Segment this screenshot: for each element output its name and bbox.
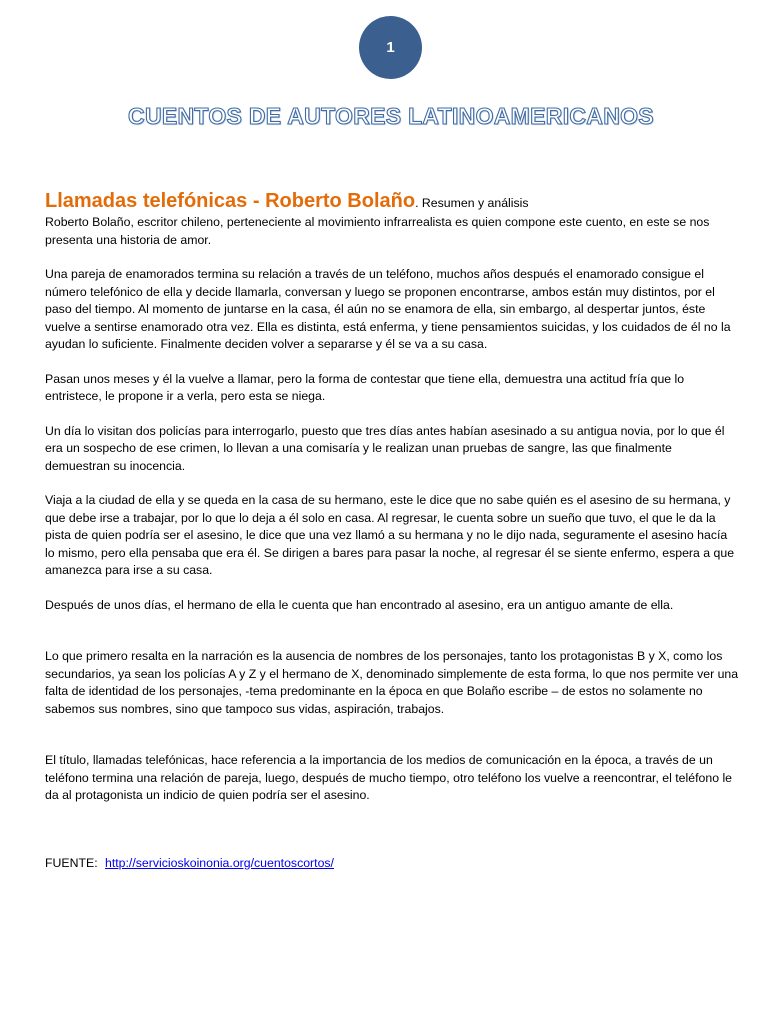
paragraph: Lo que primero resalta en la narración es la ausencia de nombres de los personajes, tanto los protagonistas B y X, como los secundarios, ya sean los policías A y Z y el hermano de X, denominado simplemente de esta forma, lo que nos permite ver una falta de identidad de los personajes, -tema predominante en la época en que Bolaño escribe – de estos no solamente no sabemos sus nombres, sino que tampoco sus vidas, aspiración, trabajos. [45,649,739,716]
page-title: CUENTOS DE AUTORES LATINOAMERICANOS [128,103,654,129]
story-title: Llamadas telefónicas - Roberto Bolaño [45,190,416,212]
paragraph: Un día lo visitan dos policías para interrogarlo, puesto que tres días antes habían asesinado a su antigua novia, por lo que él era un sospecho de ese crimen, lo llevan a una comisaría y le realizan unan pruebas de sangre, las que finalmente demuestran su inocencia. [45,423,725,473]
paragraph: Pasan unos meses y él la vuelve a llamar, pero la forma de contestar que tiene ella, demuestra una actitud fría que lo entristece, le propone ir a verla, pero esta se niega. [45,371,685,403]
paragraph: Una pareja de enamorados termina su relación a través de un teléfono, muchos años después el enamorado consigue el número telefónico de ella y decide llamarla, conversan y luego se proponen encontrarse, ambos están muy distintos, por el paso del tiempo. Al momento de juntarse en la casa, él aún no se enamora de ella, sin embargo, al despertar juntos, éste vuelve a sentirse enamorado otra vez. Ella es distinta, está enferma, y tiene pensamientos suicidas, y los cuidados de él no la ayudan lo suficiente. Finalmente deciden volver a separarse y él se va a su casa. [45,267,731,351]
paragraph: Después de unos días, el hermano de ella le cuenta que han encontrado al asesino, era un antiguo amante de ella. [45,597,674,612]
page-number-badge: 1 [359,16,422,79]
paragraph: El título, llamadas telefónicas, hace referencia a la importancia de los medios de comunicación en la época, a través de un teléfono termina una relación de pareja, luego, después de mucho tiempo, otro teléfono los vuelve a reencontrar, el teléfono le da al protagonista un indicio de quien podría ser el asesino. [45,753,733,802]
story-heading [45,190,740,214]
paragraph: Viaja a la ciudad de ella y se queda en la casa de su hermano, este le dice que no sabe quién es el asesino de su hermana, y que debe irse a trabajar, por lo que lo deja a él solo en casa. Al regresar, le cuenta sobre un sueño que tuvo, el que le da la pista de quien podría ser el asesino, le dice que una vez llamó a su hermana y no le dijo nada, seguramente el asesino hacía lo mismo, pero ella pensaba que era él. Se dirigen a bares para pasar la noche, al regresar él se siente enfermo, espera a que amanezca para irse a su casa. [45,493,735,577]
source-label: FUENTE: [45,855,98,870]
source-line [45,855,740,873]
story-subtitle: . Resumen y análisis [415,196,529,210]
paragraph: Roberto Bolaño, escritor chileno, perteneciente al movimiento infrarrealista es quien compone este cuento, en este se nos presenta una historia de amor. [45,215,710,247]
source-link[interactable]: http://servicioskoinonia.org/cuentoscortos/ [105,855,334,870]
document-body [45,190,740,872]
